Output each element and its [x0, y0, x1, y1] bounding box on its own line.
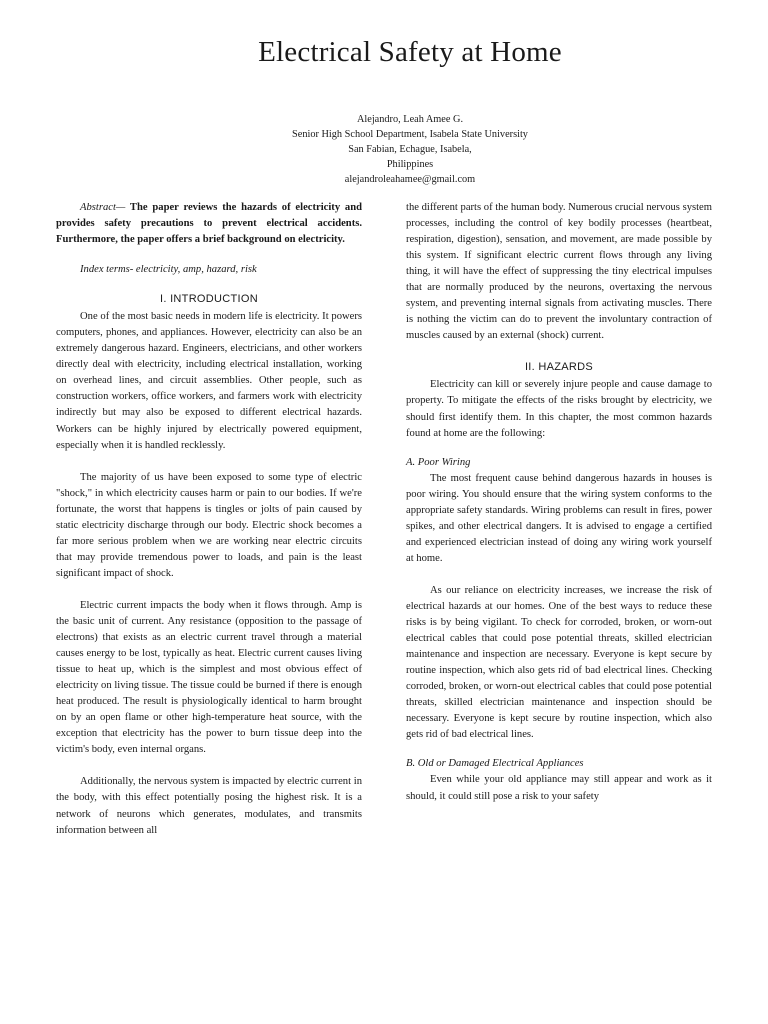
- poor-wiring-paragraph: The most frequent cause behind dangerous hazards in houses is poor wiring. You should ensure that the wiring system conforms to the appropriate safety standards. Wiring problems can result in fires, power spikes, and other electrical dangers. It is advised to engage a certified and experienced electrician instead of doing any wiring work yourself at home.: [406, 472, 712, 564]
- old-appliances-paragraph: Even while your old appliance may still appear and work as it should, it could still pose a risk to your safety: [406, 774, 712, 802]
- author-block: [0, 112, 768, 187]
- poor-wiring-paragraph: As our reliance on electricity increases, we increase the risk of electrical hazards at our homes. One of the best ways to reduce these risks is by being vigilant. To check for corroded, broken, or worn-out electrical cables that could pose potential threats, skilled electrician maintenance and inspection are necessary. Everyone is kept secure by routine inspection, which also gets rid of bad electrical lines. Checking corroded, broken, or worn-out electrical cables that could pose potential threats, skilled electrician maintenance and inspection should be necessary. Everyone is kept secure by routine inspection, which also gets rid of bad electrical lines.: [406, 584, 712, 741]
- abstract-text: The paper reviews the hazards of electricity and provides safety precautions to prevent electrical accidents. Furthermore, the paper offers a brief background on electricity.: [56, 202, 362, 246]
- subsection-heading-old-appliances: B. Old or Damaged Electrical Appliances: [406, 758, 584, 770]
- subsection-heading-poor-wiring: A. Poor Wiring: [406, 456, 471, 468]
- left-column: [56, 200, 362, 839]
- intro-paragraph: The majority of us have been exposed to some type of electric "shock," in which electricity causes harm or pain to our bodies. If we're fortunate, the worst that happens is tingles or jolts of pain caused by static electricity discharge through our body. Electric shock becomes a far more serious problem when we are working near electric circuits that may provide tremendous power to loads, and pain is the least significant impact of shock.: [56, 471, 362, 579]
- intro-paragraph: One of the most basic needs in modern life is electricity. It powers computers, phones, and appliances. However, electricity can also be an extremely dangerous hazard. Engineers, electricians, and other workers directly deal with electricity, including electrical installation, working on overhead lines, and circuit assemblies. Other people, such as construction workers, office workers, and farmers work with electricity indirectly but may also be exposed to different electrical hazards. Workers can be highly injured by electrically powered equipment, especially when it is handled recklessly.: [56, 311, 362, 451]
- author-country: Philippines: [386, 159, 434, 170]
- abstract-label: Abstract—: [80, 202, 126, 213]
- intro-paragraph: Electric current impacts the body when it flows through. Amp is the basic unit of current. Any resistance (opposition to the passage of electrons) that exists as an electric current travel through a material causes energy to be lost, typically as heat. Electric current causes living tissue to heat up, which is the simplest and most obvious effect of electricity on living tissue. The tissue could be burned if there is enough heat produced. The result is physiologically identical to harm brought on by an open flame or other high-temperature heat source, with the exception that electricity has the power to burn tissue deep into the victim's body, even internal organs.: [56, 599, 362, 756]
- author-department: Senior High School Department, Isabela State University: [292, 129, 528, 140]
- author-name: Alejandro, Leah Amee G.: [356, 114, 464, 125]
- author-email: alejandroleahamee@gmail.com: [344, 174, 476, 185]
- section-heading-introduction: I. INTRODUCTION: [160, 293, 258, 306]
- right-column: [406, 200, 712, 805]
- paper-title: Electrical Safety at Home: [258, 36, 562, 68]
- intro-paragraph-continued: the different parts of the human body. Numerous crucial nervous system processes, including the control of key bodily processes (heartbeat, respiration, digestion), sensation, and movement, are made possible by this system. If significant electric current flows through any living thing, it will have the effect of suppressing the tiny electrical impulses that are normally produced by the neurons, overtaxing the nervous system, and preventing internal signals from activating muscles. There is nothing the victim can do to prevent the involuntary contraction of muscles caused by an external (shock) current.: [406, 202, 712, 342]
- section-heading-hazards: II. HAZARDS: [524, 361, 594, 374]
- index-terms: Index terms- electricity, amp, hazard, risk: [80, 264, 257, 276]
- hazards-intro-paragraph: Electricity can kill or severely injure people and cause damage to property. To mitigate the effects of the risks brought by electricity, we should first identify them. In this chapter, the most common hazards found at home are the following:: [406, 379, 712, 439]
- author-address: San Fabian, Echague, Isabela,: [348, 144, 472, 155]
- abstract: [56, 200, 362, 248]
- intro-paragraph: Additionally, the nervous system is impacted by electric current in the body, with this effect potentially posing the highest risk. It is a network of neurons which generates, modulates, and transmits information between all: [56, 776, 362, 836]
